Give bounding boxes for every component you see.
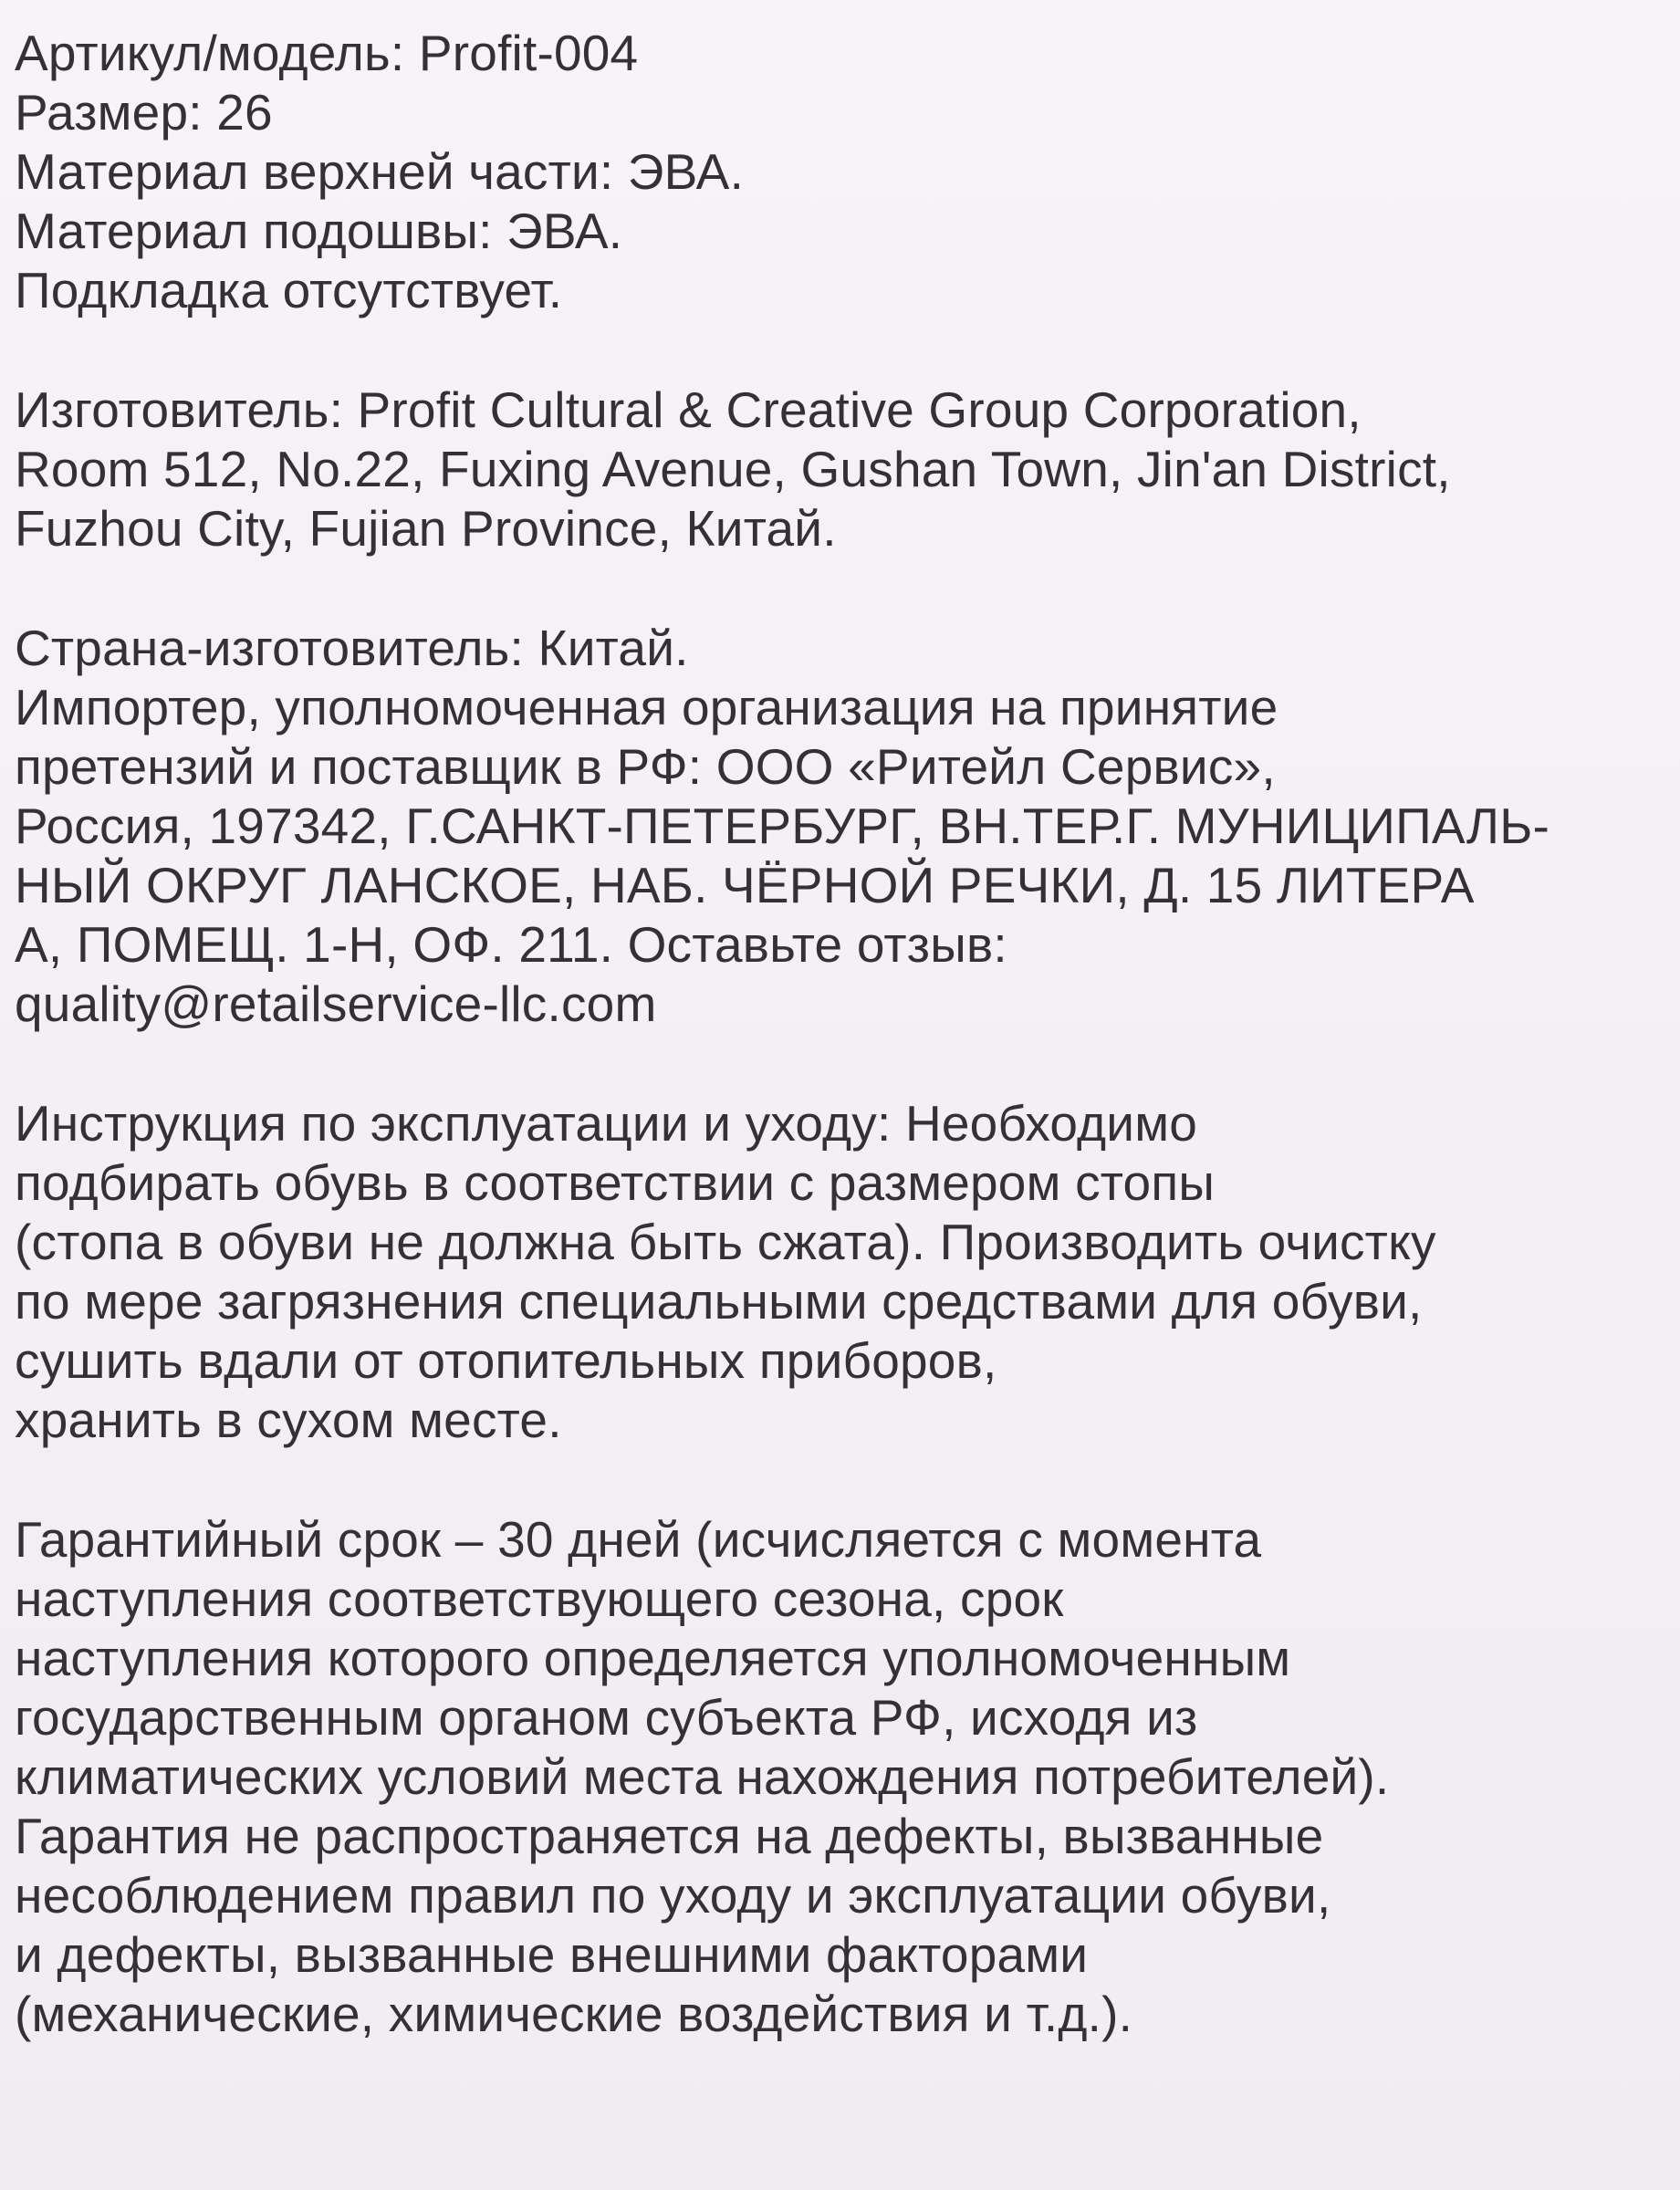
country-line: Страна-изготовитель: Китай.: [15, 620, 689, 676]
manufacturer-section: [15, 381, 1662, 558]
article-model-line: Артикул/модель: Profit-004: [15, 25, 639, 81]
feedback-email: quality@retailservice-llc.com: [15, 975, 657, 1032]
importer-section: [15, 619, 1662, 1034]
warranty-line: Гарантия не распространяется на дефекты, вызванные: [15, 1808, 1324, 1864]
size-line: Размер: 26: [15, 84, 273, 141]
importer-line: Россия, 197342, Г.САНКТ-ПЕТЕРБУРГ, ВН.ТЕР.Г. МУНИЦИПАЛЬ-: [15, 798, 1550, 854]
section-spacer: [15, 320, 1662, 381]
warranty-line: несоблюдением правил по уходу и эксплуатации обуви,: [15, 1867, 1331, 1924]
importer-line: Импортер, уполномоченная организация на принятие: [15, 679, 1278, 735]
care-instructions-section: [15, 1094, 1662, 1450]
warranty-line: климатических условий места нахождения потребителей).: [15, 1748, 1390, 1805]
section-spacer: [15, 1450, 1662, 1510]
section-spacer: [15, 558, 1662, 619]
importer-line: А, ПОМЕЩ. 1-Н, ОФ. 211. Оставьте отзыв:: [15, 916, 1007, 973]
manufacturer-line: Room 512, No.22, Fuxing Avenue, Gushan Town, Jin'an District,: [15, 441, 1451, 497]
section-spacer: [15, 1034, 1662, 1094]
upper-material-line: Материал верхней части: ЭВА.: [15, 143, 745, 200]
care-line: Инструкция по эксплуатации и уходу: Необходимо: [15, 1095, 1198, 1152]
warranty-line: (механические, химические воздействия и т.д.).: [15, 1986, 1133, 2042]
importer-line: НЫЙ ОКРУГ ЛАНСКОЕ, НАБ. ЧЁРНОЙ РЕЧКИ, Д. 15 ЛИТЕРА: [15, 857, 1475, 913]
manufacturer-line: Изготовитель: Profit Cultural & Creative Group Corporation,: [15, 381, 1362, 438]
care-line: хранить в сухом месте.: [15, 1392, 562, 1448]
warranty-line: Гарантийный срок – 30 дней (исчисляется с момента: [15, 1511, 1262, 1568]
warranty-line: государственным органом субъекта РФ, исходя из: [15, 1689, 1198, 1746]
warranty-line: наступления которого определяется уполномоченным: [15, 1630, 1291, 1686]
warranty-line: и дефекты, вызванные внешними факторами: [15, 1926, 1089, 1983]
product-info-section: [15, 24, 1662, 320]
lining-line: Подкладка отсутствует.: [15, 262, 563, 318]
sole-material-line: Материал подошвы: ЭВА.: [15, 203, 623, 259]
warranty-line: наступления соответствующего сезона, срок: [15, 1570, 1064, 1627]
care-line: подбирать обувь в соответствии с размером стопы: [15, 1154, 1216, 1211]
importer-line: претензий и поставщик в РФ: ООО «Ритейл Сервис»,: [15, 738, 1276, 795]
manufacturer-line: Fuzhou City, Fujian Province, Китай.: [15, 500, 837, 557]
care-line: сушить вдали от отопительных приборов,: [15, 1332, 997, 1389]
care-line: (стопа в обуви не должна быть сжата). Производить очистку: [15, 1214, 1436, 1270]
care-line: по мере загрязнения специальными средствами для обуви,: [15, 1273, 1423, 1330]
warranty-section: [15, 1510, 1662, 2044]
